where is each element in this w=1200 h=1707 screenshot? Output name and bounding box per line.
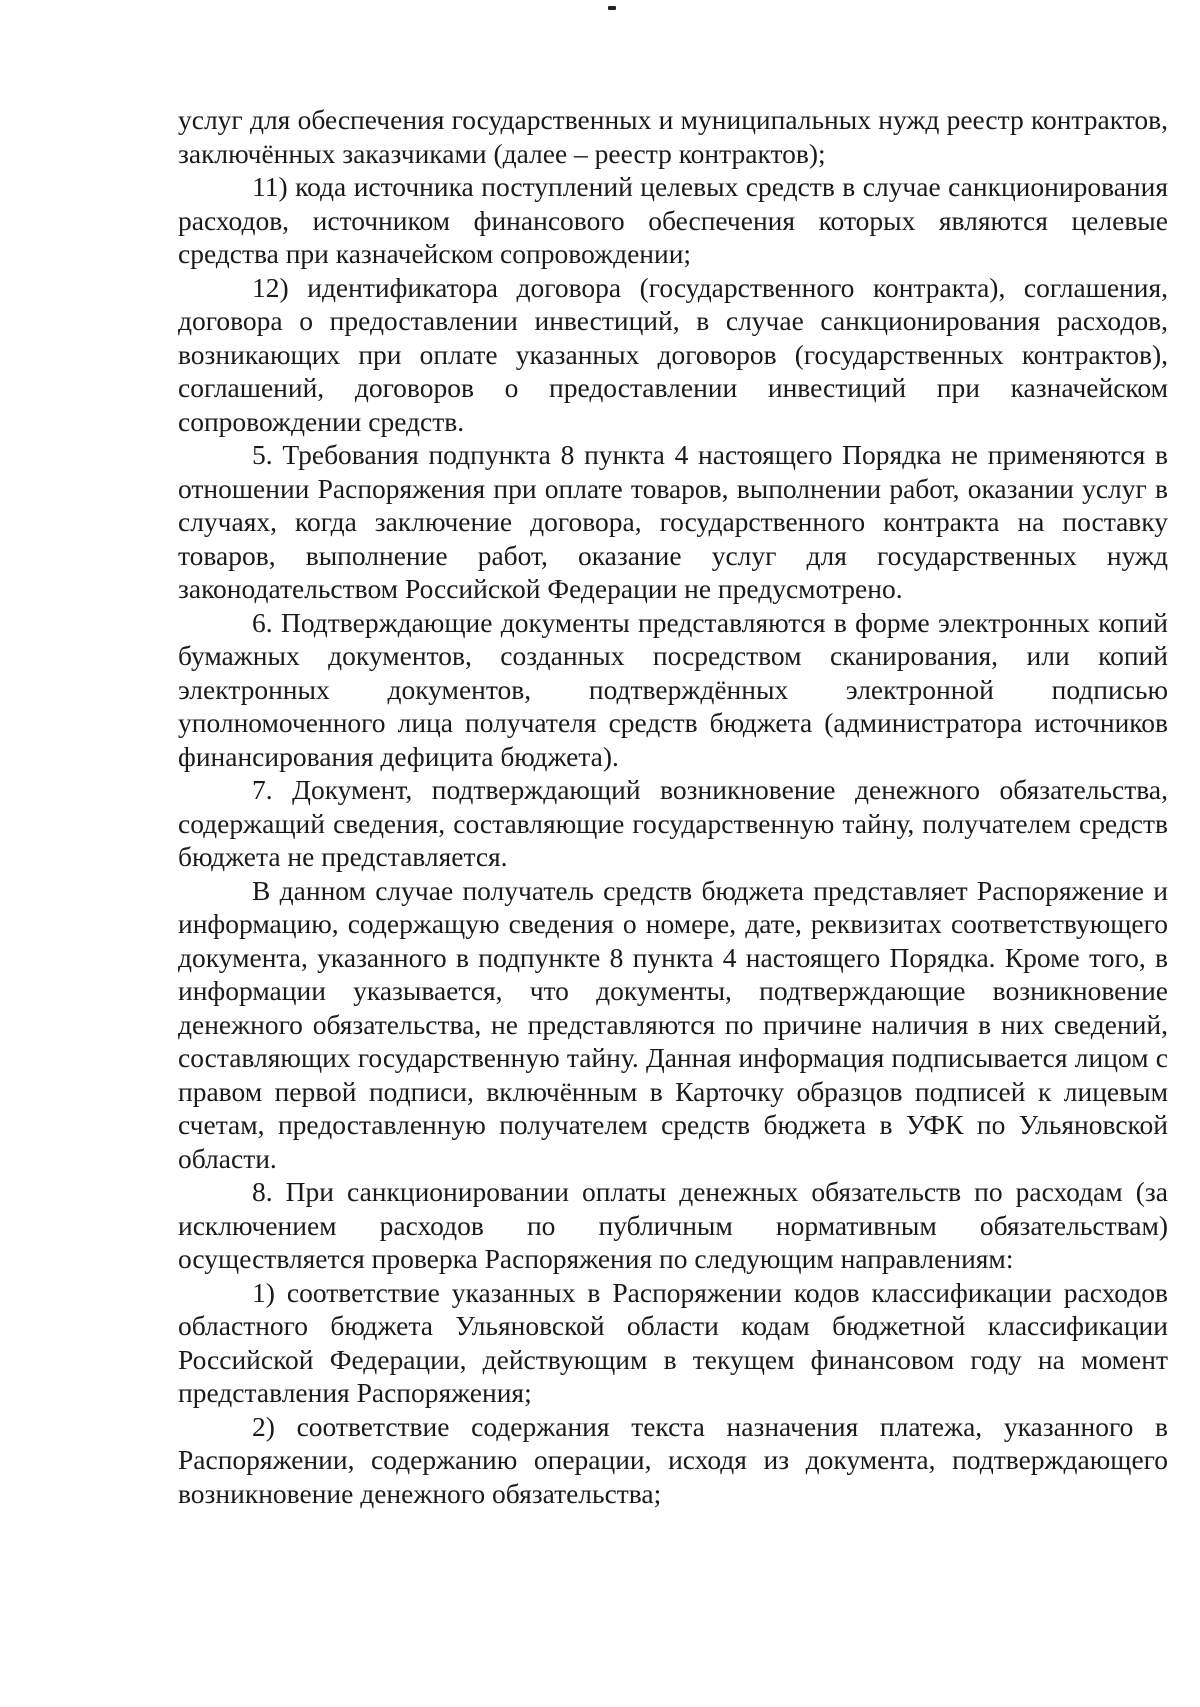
paragraph-section-8-item-2: 2) соответствие содержания текста назначения платежа, указанного в Распоряжении, содержанию операции, исходя из документа, подтверждающего возникновение денежного обязательства;	[178, 1410, 1168, 1509]
paragraph-section-8: 8. При санкционировании оплаты денежных обязательств по расходам (за исключением расходов по публичным нормативным обязательствам) осуществляется проверка Распоряжения по следующим направлениям:	[178, 1176, 1168, 1274]
paragraph-item-11: 11) кода источника поступлений целевых средств в случае санкционирования расходов, источником финансового обеспечения которых являются целевые средства при казначейском сопровождении;	[178, 171, 1168, 269]
page-top-mark	[608, 6, 616, 10]
paragraph-section-7: 7. Документ, подтверждающий возникновение денежного обязательства, содержащий сведения, составляющие государственную тайну, получателем средств бюджета не представляется.	[178, 774, 1168, 872]
document-page	[178, 103, 1168, 1510]
paragraph-section-5: 5. Требования подпункта 8 пункта 4 настоящего Порядка не применяются в отношении Распоряжения при оплате товаров, выполнении работ, оказании услуг в случаях, когда заключение договора, государственного контракта на поставку товаров, выполнение работ, оказание услуг для государственных нужд законодательством Российской Федерации не предусмотрено.	[178, 439, 1168, 604]
paragraph-section-6: 6. Подтверждающие документы представляются в форме электронных копий бумажных документов, созданных посредством сканирования, или копий электронных документов, подтверждённых электронной подписью уполномоченного лица получателя средств бюджета (администратора источников финансирования дефицита бюджета).	[178, 606, 1168, 772]
paragraph-section-8-item-1: 1) соответствие указанных в Распоряжении кодов классификации расходов областного бюджета Ульяновской области кодам бюджетной классификации Российской Федерации, действующим в текущем финансовом году на момент представления Распоряжения;	[178, 1276, 1168, 1408]
paragraph-continuation: услуг для обеспечения государственных и муниципальных нужд реестр контрактов, заключённых заказчиками (далее – реестр контрактов);	[178, 104, 1168, 169]
paragraph-section-7-note: В данном случае получатель средств бюджета представляет Распоряжение и информацию, содержащую сведения о номере, дате, реквизитах соответствующего документа, указанного в подпункте 8 пункта 4 настоящего Порядка. Кроме того, в информации указывается, что документы, подтверждающие возникновение денежного обязательства, не представляются по причине наличия в них сведений, составляющих государственную тайну. Данная информация подписывается лицом с правом первой подписи, включённым в Карточку образцов подписей к лицевым счетам, предоставленную получателем средств бюджета в УФК по Ульяновской области.	[178, 874, 1168, 1174]
paragraph-item-12: 12) идентификатора договора (государственного контракта), соглашения, договора о предоставлении инвестиций, в случае санкционирования расходов, возникающих при оплате указанных договоров (государственных контрактов), соглашений, договоров о предоставлении инвестиций при казначейском сопровождении средств.	[178, 271, 1168, 437]
